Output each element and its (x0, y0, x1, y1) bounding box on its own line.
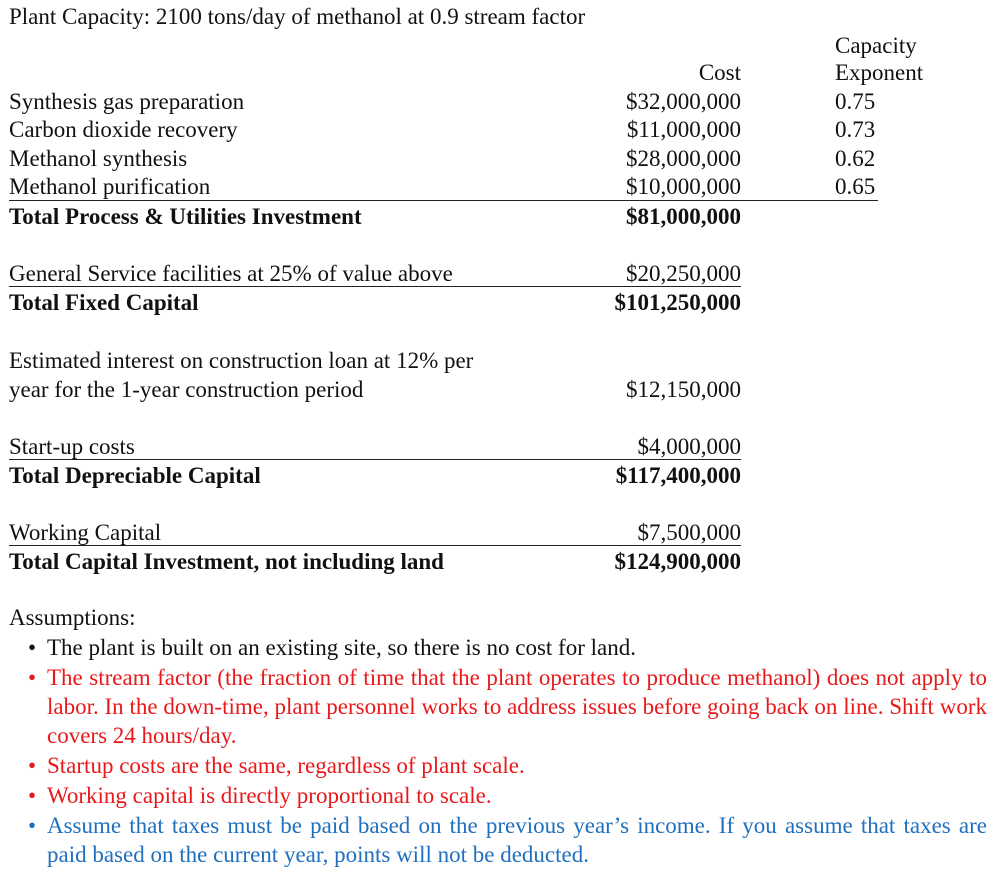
assumption-item (9, 751, 987, 780)
startup-label: Start-up costs (9, 434, 135, 459)
bullet-icon: • (28, 635, 37, 660)
total-depreciable-label: Total Depreciable Capital (9, 463, 261, 488)
total-investment-value: $124,900,000 (614, 549, 741, 574)
process-item-exponent: 0.73 (835, 117, 876, 142)
assumption-item (9, 663, 987, 750)
process-item-exponent: 0.62 (835, 146, 876, 171)
process-item-exponent: 0.65 (835, 174, 876, 199)
depreciable-capital-rule (9, 459, 741, 460)
assumption-text: The plant is built on an existing site, so there is no cost for land. (47, 635, 636, 660)
interest-label-line1: Estimated interest on construction loan at 12% per (9, 348, 474, 373)
assumptions-heading: Assumptions: (9, 605, 136, 630)
exponent-header-line1: Capacity (835, 33, 917, 58)
process-item-cost: $32,000,000 (626, 89, 741, 114)
bullet-icon: • (28, 813, 37, 838)
process-item-label: Synthesis gas preparation (9, 89, 245, 114)
interest-value: $12,150,000 (626, 377, 741, 402)
total-process-value: $81,000,000 (626, 204, 741, 229)
process-item-label: Methanol synthesis (9, 146, 188, 171)
assumption-text: Assume that taxes must be paid based on the previous year’s income. If you assume that taxes are paid based on the current year, points will not be deducted. (47, 813, 987, 867)
working-capital-label: Working Capital (9, 520, 162, 545)
assumptions-list (9, 633, 987, 869)
total-fixed-value: $101,250,000 (614, 290, 741, 315)
bullet-icon: • (28, 665, 37, 690)
process-item-label: Methanol purification (9, 174, 211, 199)
assumption-item (9, 781, 987, 810)
assumption-item (9, 811, 987, 869)
process-item-cost: $28,000,000 (626, 146, 741, 171)
process-item-exponent: 0.75 (835, 89, 876, 114)
total-investment-label: Total Capital Investment, not including land (9, 549, 444, 574)
fixed-capital-rule (9, 286, 741, 287)
general-service-value: $20,250,000 (626, 261, 741, 286)
plant-capacity-line: Plant Capacity: 2100 tons/day of methanol at 0.9 stream factor (9, 4, 586, 29)
process-item-cost: $11,000,000 (626, 117, 741, 142)
assumption-text: The stream factor (the fraction of time that the plant operates to produce methanol) does not apply to labor. In the down-time, plant personnel works to address issues before going back on line. Shift work covers 24 hours/day. (47, 665, 987, 748)
total-process-label: Total Process & Utilities Investment (9, 204, 362, 229)
process-item-label: Carbon dioxide recovery (9, 117, 238, 142)
total-depreciable-value: $117,400,000 (615, 463, 741, 488)
assumption-item (9, 633, 987, 662)
total-investment-rule (9, 545, 741, 546)
bullet-icon: • (28, 783, 37, 808)
total-fixed-label: Total Fixed Capital (9, 290, 199, 315)
working-capital-value: $7,500,000 (637, 520, 741, 545)
assumption-text: Working capital is directly proportional to scale. (47, 783, 492, 808)
interest-label-line2: year for the 1-year construction period (9, 377, 364, 402)
general-service-label: General Service facilities at 25% of value above (9, 261, 453, 286)
assumptions-section (9, 603, 987, 870)
process-item-cost: $10,000,000 (626, 174, 741, 199)
bullet-icon: • (28, 753, 37, 778)
exponent-header-line2: Exponent (835, 60, 924, 85)
assumption-text: Startup costs are the same, regardless of plant scale. (47, 753, 525, 778)
process-subtotal-rule (9, 200, 878, 201)
startup-value: $4,000,000 (637, 434, 741, 459)
cost-header: Cost (698, 60, 741, 85)
